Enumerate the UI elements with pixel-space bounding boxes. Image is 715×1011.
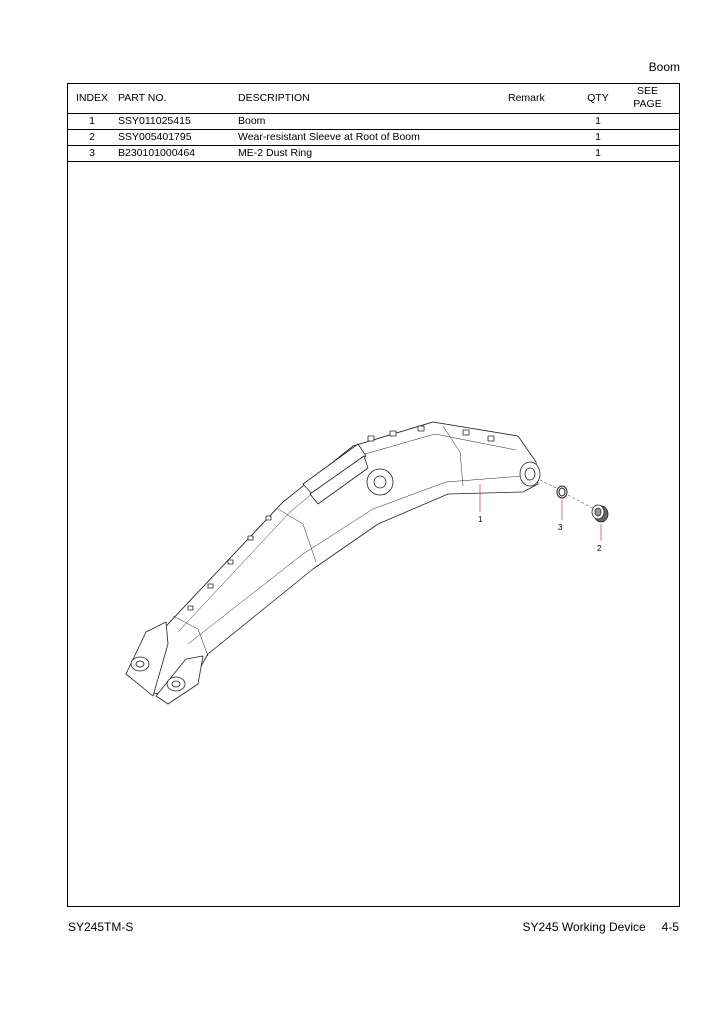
- footer-model: SY245TM-S: [68, 920, 134, 934]
- header-remark: Remark: [508, 91, 545, 104]
- header-see-page-line2: PAGE: [633, 98, 662, 111]
- boom-illustration: [126, 422, 540, 704]
- cell-index: 2: [89, 130, 95, 143]
- callout-2: 2: [597, 544, 602, 553]
- cell-description: Boom: [238, 114, 266, 127]
- cell-part-no: SSY005401795: [118, 130, 192, 143]
- header-part-no: PART NO.: [118, 91, 167, 104]
- cell-description: Wear-resistant Sleeve at Root of Boom: [238, 130, 420, 143]
- cell-qty: 1: [595, 130, 601, 143]
- header-see-page-line1: SEE: [636, 85, 658, 98]
- cell-index: 3: [89, 146, 95, 159]
- parts-frame: [67, 83, 680, 907]
- section-title: Boom: [648, 60, 680, 74]
- cell-part-no: SSY011025415: [118, 114, 191, 127]
- cell-part-no: B230101000464: [118, 146, 196, 159]
- callout-3: 3: [558, 523, 563, 532]
- cell-index: 1: [89, 114, 95, 127]
- header-qty: QTY: [587, 91, 609, 104]
- cell-qty: 1: [595, 146, 601, 159]
- cell-description: ME-2 Dust Ring: [238, 146, 313, 159]
- boom-exploded-drawing: [68, 84, 678, 904]
- dust-ring-part: [557, 486, 567, 498]
- footer-page-number: 4-5: [661, 920, 679, 934]
- footer-chapter-page: [522, 920, 679, 934]
- header-index: INDEX: [75, 91, 109, 104]
- header-description: DESCRIPTION: [238, 91, 310, 104]
- cell-qty: 1: [595, 114, 601, 127]
- callout-1: 1: [478, 515, 483, 524]
- sleeve-part: [592, 505, 608, 522]
- footer-chapter: SY245 Working Device: [522, 920, 646, 934]
